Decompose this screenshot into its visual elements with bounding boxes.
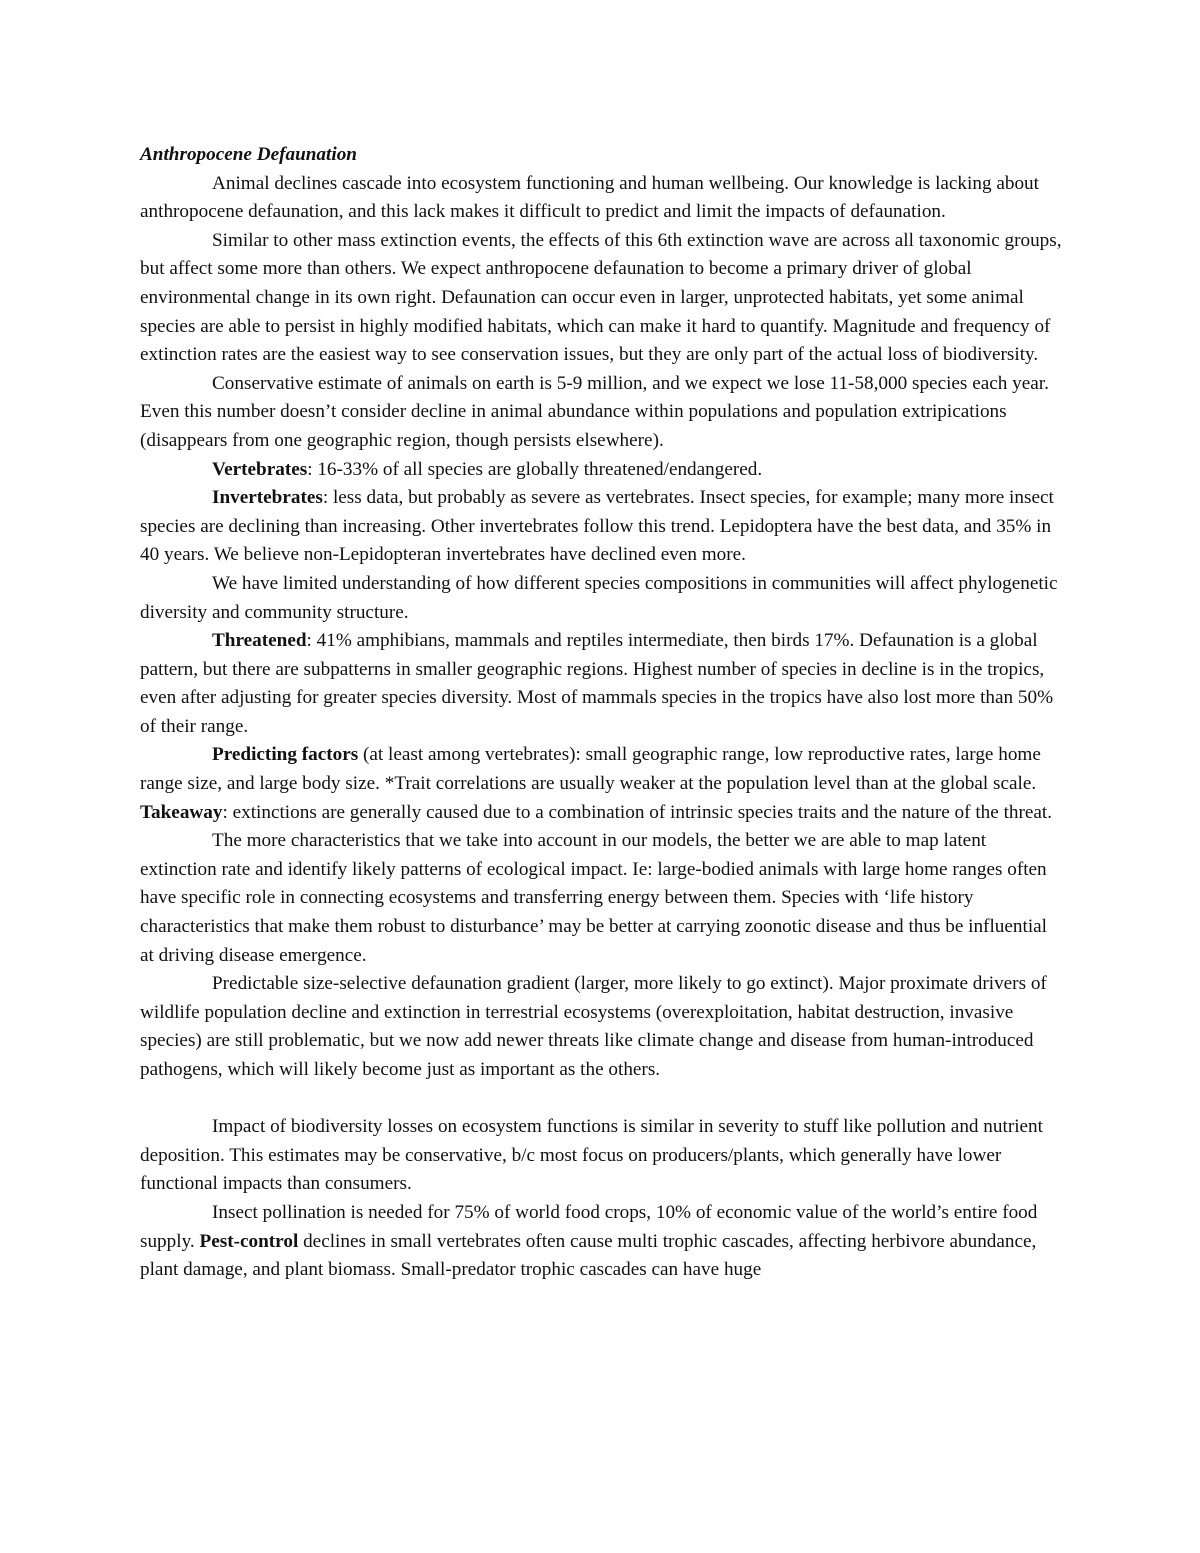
paragraph-size-selective: Predictable size-selective defaunation gradient (larger, more likely to go extinct). Major proximate drivers of wildlife population decline and extinction in terrestrial ecosystems (overexploitation, habitat destruction, invasive species) are still problematic, but we now add newer threats like climate change and disease from human-introduced pathogens, which will likely become just as important as the others. <box>140 973 1047 1080</box>
takeaway-heading: Takeaway <box>140 801 223 823</box>
paragraph-threatened <box>140 627 1062 741</box>
pollination-text: Insect pollination is needed for 75% of world food crops, 10% of economic value of the world’s entire food supply. <box>140 1201 1038 1252</box>
document-title: Anthropocene Defaunation <box>140 144 357 165</box>
paragraph-pollination <box>140 1199 1062 1285</box>
paragraph-intro: Animal declines cascade into ecosystem functioning and human wellbeing. Our knowledge is lacking about anthropocene defaunation, and this lack makes it difficult to predict and limit the impacts of defaunation. <box>140 172 1039 223</box>
vertebrates-heading: Vertebrates <box>212 458 308 480</box>
paragraph-invertebrates <box>140 484 1062 570</box>
vertebrates-text: : 16-33% of all species are globally threatened/endangered. <box>307 458 763 480</box>
blank-line <box>140 1085 1062 1114</box>
invertebrates-text: : less data, but probably as severe as vertebrates. Insect species, for example; many more insect species are declining than increasing. Other invertebrates follow this trend. Lepidoptera have the best data, and 35% in 40 years. We believe non-Lepidopteran invertebrates have declined even more. <box>140 487 1054 566</box>
paragraph-ecosystem-functions: Impact of biodiversity losses on ecosystem functions is similar in severity to stuff like pollution and nutrient deposition. This estimates may be conservative, b/c most focus on producers/plants, which generally have lower functional impacts than consumers. <box>140 1116 1043 1195</box>
paragraph-conservative-estimate: Conservative estimate of animals on earth is 5-9 million, and we expect we lose 11-58,000 species each year. Even this number doesn’t consider decline in animal abundance within populations and population extripications (disappears from one geographic region, though persists elsewhere). <box>140 372 1049 451</box>
threatened-heading: Threatened <box>212 630 307 652</box>
invertebrates-heading: Invertebrates <box>212 487 323 509</box>
pest-control-heading: Pest-control <box>199 1230 299 1252</box>
paragraph-mass-extinction: Similar to other mass extinction events, the effects of this 6th extinction wave are across all taxonomic groups, but affect some more than others. We expect anthropocene defaunation to become a primary driver of global environmental change in its own right. Defaunation can occur even in larger, unprotected habitats, yet some animal species are able to persist in highly modified habitats, which can make it hard to quantify. Magnitude and frequency of extinction rates are the easiest way to see conservation issues, but they are only part of the actual loss of biodiversity. <box>140 229 1062 366</box>
predicting-factors-heading: Predicting factors <box>212 744 359 766</box>
paragraph-phylogenetic-diversity: We have limited understanding of how different species compositions in communities will affect phylogenetic diversity and community structure. <box>140 572 1058 623</box>
takeaway-text: : extinctions are generally caused due to a combination of intrinsic species traits and the nature of the threat. <box>222 801 1053 823</box>
pest-control-text: declines in small vertebrates often cause multi trophic cascades, affecting herbivore abundance, plant damage, and plant biomass. Small-predator trophic cascades can have huge <box>140 1230 1037 1281</box>
predicting-factors-text: (at least among vertebrates): small geographic range, low reproductive rates, large home range size, and large body size. *Trait correlations are usually weaker at the population level than at the global scale. <box>140 744 1041 795</box>
paragraph-predicting-factors <box>140 741 1062 827</box>
paragraph-models: The more characteristics that we take into account in our models, the better we are able to map latent extinction rate and identify likely patterns of ecological impact. Ie: large-bodied animals with large home ranges often have specific role in connecting ecosystems and transferring energy between them. Species with ‘life history characteristics that make them robust to disturbance’ may be better at carrying zoonotic disease and thus be influential at driving disease emergence. <box>140 830 1047 966</box>
document-body <box>140 141 1062 1285</box>
threatened-text: : 41% amphibians, mammals and reptiles intermediate, then birds 17%. Defaunation is a global pattern, but there are subpatterns in smaller geographic regions. Highest number of species in decline is in the tropics, even after adjusting for greater species diversity. Most of mammals species in the tropics have also lost more than 50% of their range. <box>140 630 1054 737</box>
paragraph-vertebrates <box>140 456 1062 485</box>
